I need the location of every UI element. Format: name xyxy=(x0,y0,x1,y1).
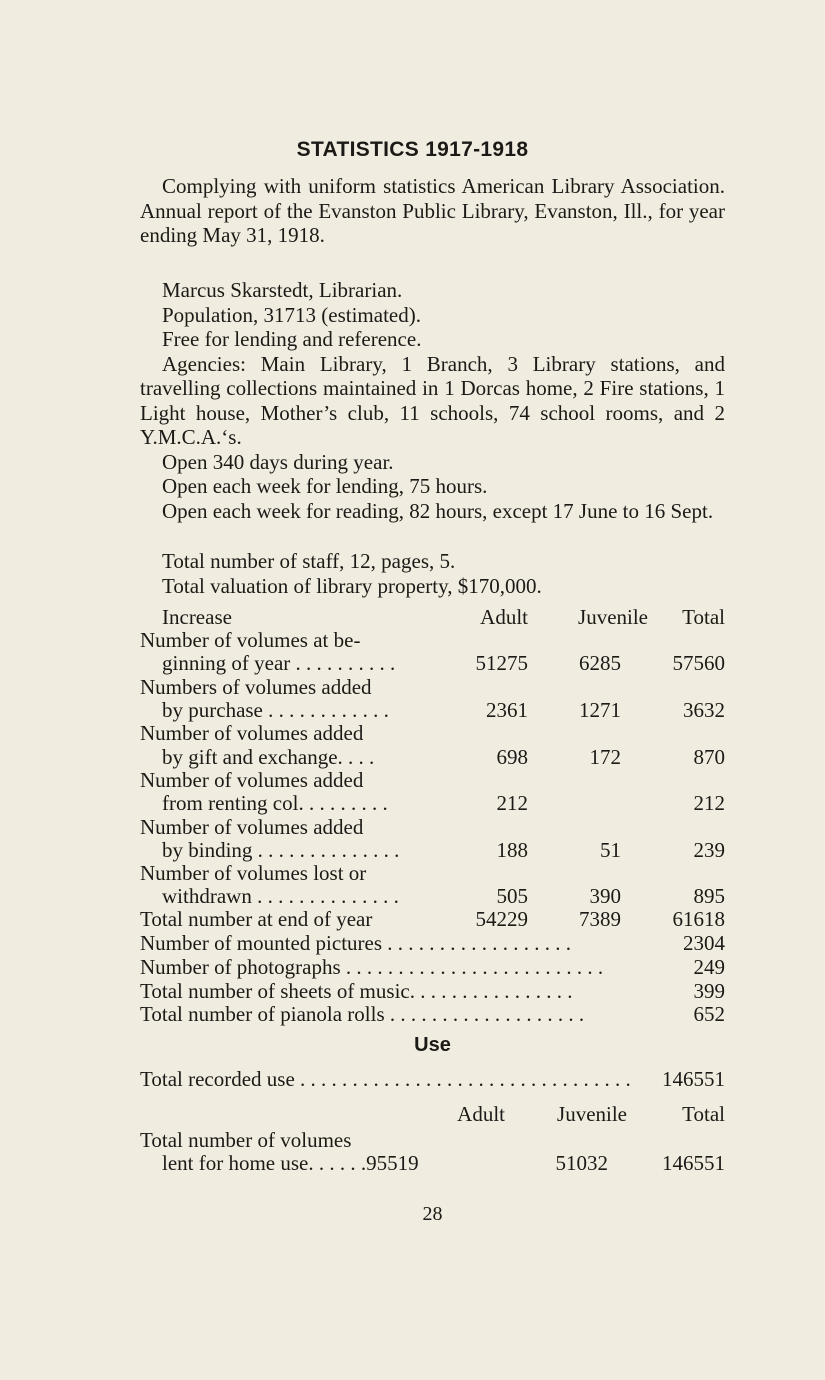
juvenile-value: 390 xyxy=(589,884,621,908)
table-row xyxy=(140,1151,725,1175)
open-days-line: Open 340 days during year. xyxy=(162,449,394,474)
adult-value: 698 xyxy=(496,745,528,769)
use-heading: Use xyxy=(414,1034,451,1056)
row-label: withdrawn . . . . . . . . . . . . . . xyxy=(162,884,399,908)
total-value: 895 xyxy=(693,884,725,908)
row-label: ginning of year . . . . . . . . . . xyxy=(162,651,396,675)
page-title: STATISTICS 1917-1918 xyxy=(296,138,529,161)
total-value: 239 xyxy=(693,838,725,862)
increase-header: Increase xyxy=(162,605,232,629)
intro-section xyxy=(140,174,725,248)
row-label: Total recorded use . . . . . . . . . . . . . . . . . . . . . . . . . . . . . . . . xyxy=(140,1067,631,1091)
valuation-line: Total valuation of library property, $170,000. xyxy=(162,573,542,598)
row-label: Total number of sheets of music. . . . . . . . . . . . . . . . xyxy=(140,979,573,1003)
row-label: by binding . . . . . . . . . . . . . . xyxy=(162,838,400,862)
adult-value: 505 xyxy=(496,884,528,908)
total-value: 870 xyxy=(693,745,725,769)
library-info xyxy=(140,278,725,523)
row-label: Number of mounted pictures . . . . . . . . . . . . . . . . . . xyxy=(140,931,572,955)
juvenile-value: 1271 xyxy=(579,698,621,722)
juvenile-value: 172 xyxy=(589,745,621,769)
adult-value: 188 xyxy=(496,838,528,862)
misc-row-sheets-music xyxy=(140,979,725,1003)
juvenile-value: 6285 xyxy=(579,651,621,675)
row-label: Number of volumes added xyxy=(140,721,364,745)
staff-line: Total number of staff, 12, pages, 5. xyxy=(162,549,456,573)
intro-paragraph: Complying with uniform statistics American Library Association. Annual report of the Evanston Public Library, Evanston, Ill., for year ending May 31, 1918. xyxy=(140,174,725,247)
table-row xyxy=(140,651,725,675)
table-row xyxy=(140,698,725,722)
row-label: from renting col. . . . . . . . . xyxy=(162,791,388,815)
total-value: 399 xyxy=(693,979,725,1003)
adult-header: Adult xyxy=(457,1102,505,1126)
row-label: Total number of pianola rolls . . . . . . . . . . . . . . . . . . . xyxy=(140,1002,585,1026)
recorded-use-row xyxy=(140,1067,725,1091)
total-value: 146551 xyxy=(662,1151,725,1175)
table-row xyxy=(140,884,725,908)
juvenile-value: 51032 xyxy=(555,1151,608,1175)
reading-hours-line: Open each week for reading, 82 hours, except 17 June to 16 Sept. xyxy=(162,498,714,523)
total-value: 652 xyxy=(693,1002,725,1026)
lending-hours-line: Open each week for lending, 75 hours. xyxy=(162,474,488,498)
row-label: Numbers of volumes added xyxy=(140,675,372,699)
misc-row-mounted-pictures xyxy=(140,931,725,955)
misc-row-pianola-rolls xyxy=(140,1002,725,1026)
use-table-header xyxy=(140,1102,725,1126)
row-label: lent for home use. . . . . .95519 xyxy=(162,1151,419,1175)
staff-section xyxy=(140,549,725,598)
row-label: Number of volumes at be- xyxy=(140,628,361,652)
table-row xyxy=(140,815,725,839)
row-label: Number of volumes added xyxy=(140,768,364,792)
total-header: Total xyxy=(682,1102,725,1126)
end-total-row xyxy=(140,907,725,931)
page-number: 28 xyxy=(422,1203,443,1225)
free-line: Free for lending and reference. xyxy=(162,327,422,351)
adult-value: 212 xyxy=(496,791,528,815)
row-label: Number of volumes lost or xyxy=(140,861,367,885)
total-value: 2304 xyxy=(683,931,725,955)
population-line: Population, 31713 (estimated). xyxy=(162,302,421,327)
increase-table-header xyxy=(140,605,725,629)
adult-value: 2361 xyxy=(486,698,528,722)
total-value: 3632 xyxy=(683,698,725,722)
juvenile-header: Juvenile xyxy=(557,1102,627,1126)
table-row xyxy=(140,721,725,745)
row-label: Number of photographs . . . . . . . . . . . . . . . . . . . . . . . . . xyxy=(140,955,604,979)
table-row xyxy=(140,768,725,792)
total-value: 61618 xyxy=(672,907,725,931)
row-label: by gift and exchange. . . . xyxy=(162,745,375,769)
table-row xyxy=(140,628,725,652)
total-value: 146551 xyxy=(662,1067,725,1091)
table-row xyxy=(140,791,725,815)
total-value: 212 xyxy=(693,791,725,815)
row-label: Total number of volumes xyxy=(140,1128,352,1152)
total-value: 249 xyxy=(693,955,725,979)
table-row xyxy=(140,1128,725,1152)
adult-header: Adult xyxy=(480,605,528,629)
agencies-line: Agencies: Main Library, 1 Branch, 3 Library stations, and travelling collections maintained in 1 Dorcas home, 2 Fire stations, 1 Light house, Mother’s club, 11 schools, 74 school rooms, and 2 Y.M.C.A.‘s. xyxy=(140,351,725,449)
total-header: Total xyxy=(682,605,725,629)
adult-value: 51275 xyxy=(475,651,528,675)
juvenile-header: Juvenile xyxy=(578,605,648,629)
table-row xyxy=(140,838,725,862)
misc-row-photographs xyxy=(140,955,725,979)
juvenile-value: 7389 xyxy=(579,907,621,931)
total-value: 57560 xyxy=(672,651,725,675)
adult-value: 54229 xyxy=(475,907,528,931)
row-label: by purchase . . . . . . . . . . . . xyxy=(162,698,389,722)
librarian-line: Marcus Skarstedt, Librarian. xyxy=(162,278,403,302)
table-row xyxy=(140,675,725,699)
juvenile-value: 51 xyxy=(600,838,621,862)
row-label: Total number at end of year xyxy=(140,907,373,931)
table-row xyxy=(140,745,725,769)
table-row xyxy=(140,861,725,885)
row-label: Number of volumes added xyxy=(140,815,364,839)
